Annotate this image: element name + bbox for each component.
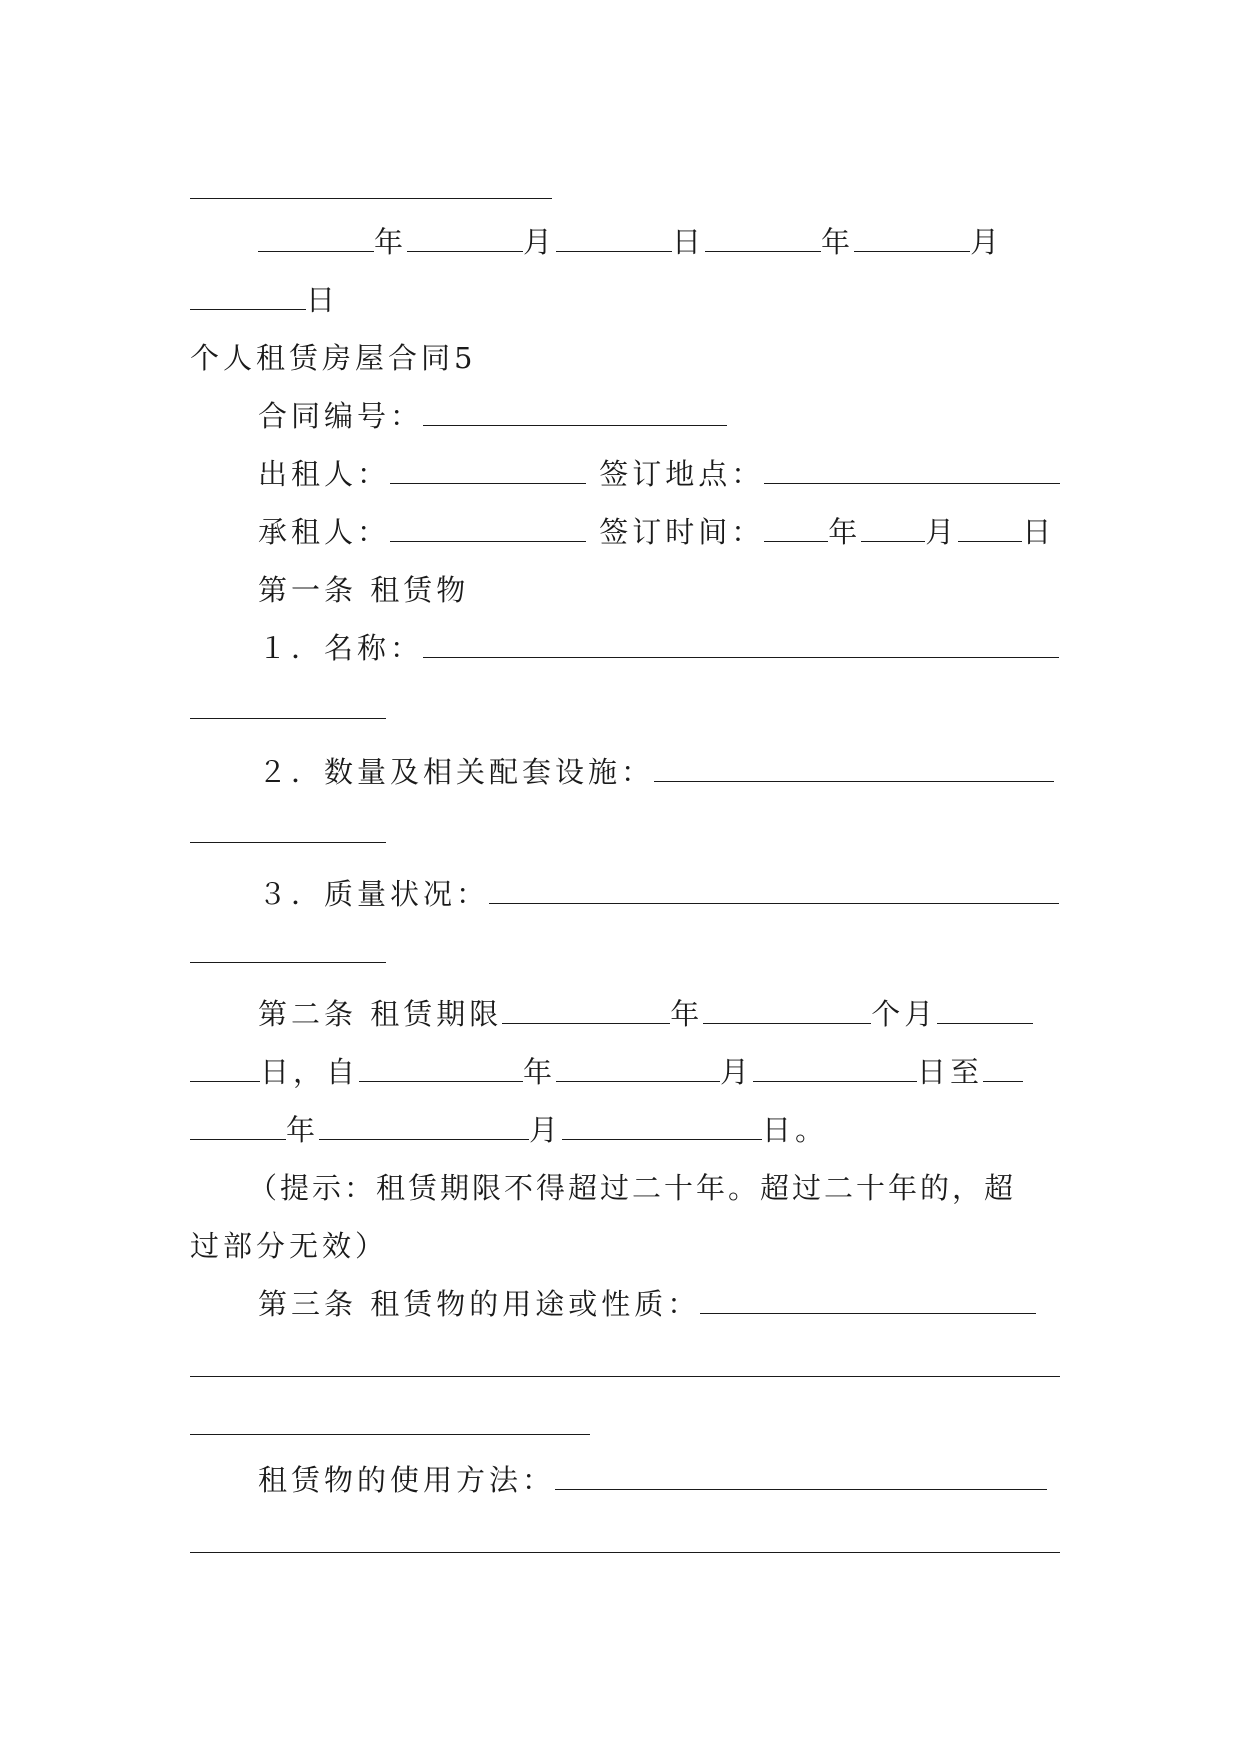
blank-line[interactable]	[937, 995, 1033, 1024]
article3-heading-row: 第三条 租赁物的用途或性质：	[258, 1284, 1060, 1324]
blank-line	[854, 223, 970, 252]
date-row: 年 月 日 年 月	[258, 222, 1060, 262]
contract-number-row: 合同编号：	[258, 396, 1060, 436]
article1-heading: 第一条 租赁物	[258, 573, 470, 607]
blank-line	[190, 1552, 1060, 1553]
usage-method-row: 租赁物的使用方法：	[258, 1460, 1060, 1500]
blank-line[interactable]	[703, 995, 871, 1024]
quantity-field[interactable]	[654, 753, 1054, 782]
blank-line	[190, 1434, 590, 1435]
blank-line[interactable]	[359, 1053, 523, 1082]
lessee-row: 承租人： 签订时间： 年 月 日	[258, 515, 1056, 549]
article2-row1: 第二条 租赁期限 年 个月	[258, 994, 1060, 1034]
article2-hint: （提示：租赁期限不得超过二十年。超过二十年的，超	[248, 1171, 1017, 1205]
blank-line[interactable]	[556, 1053, 720, 1082]
article1-item3: ３．质量状况：	[258, 874, 1060, 914]
blank-line[interactable]	[190, 1053, 260, 1082]
usage-method-field[interactable]	[555, 1461, 1047, 1490]
blank-line	[190, 718, 386, 719]
lessee-field[interactable]	[390, 513, 586, 542]
blank-line[interactable]	[958, 513, 1022, 542]
article1-item2: ２．数量及相关配套设施：	[258, 752, 1060, 792]
blank-line	[556, 223, 672, 252]
blank-line	[190, 198, 552, 199]
blank-line[interactable]	[319, 1111, 529, 1140]
lessor-field[interactable]	[390, 455, 586, 484]
quality-field[interactable]	[489, 875, 1059, 904]
blank-line[interactable]	[861, 513, 925, 542]
blank-line[interactable]	[502, 995, 670, 1024]
blank-line[interactable]	[764, 513, 828, 542]
blank-line	[190, 281, 306, 310]
article2-hint-cont: 过部分无效）	[190, 1229, 389, 1263]
date-row-cont: 日	[190, 280, 1060, 320]
blank-line[interactable]	[562, 1111, 762, 1140]
blank-line	[190, 842, 386, 843]
article1-item1: １．名称：	[258, 628, 1060, 668]
contract-number-field[interactable]	[423, 397, 727, 426]
name-field[interactable]	[423, 629, 1059, 658]
blank-line	[705, 223, 821, 252]
blank-line[interactable]	[983, 1053, 1023, 1082]
blank-line[interactable]	[753, 1053, 917, 1082]
blank-line[interactable]	[190, 1111, 286, 1140]
blank-line	[407, 223, 523, 252]
blank-line	[190, 1376, 1060, 1377]
blank-line	[258, 223, 374, 252]
usage-field[interactable]	[700, 1285, 1036, 1314]
blank-line	[190, 962, 386, 963]
article2-row3: 年 月 日。	[190, 1110, 1060, 1150]
lessor-row: 出租人： 签订地点：	[258, 454, 1060, 494]
article2-row2: 日，自 年 月 日至	[190, 1052, 1060, 1092]
sign-place-field[interactable]	[764, 455, 1060, 484]
contract-title: 个人租赁房屋合同5	[190, 341, 477, 375]
